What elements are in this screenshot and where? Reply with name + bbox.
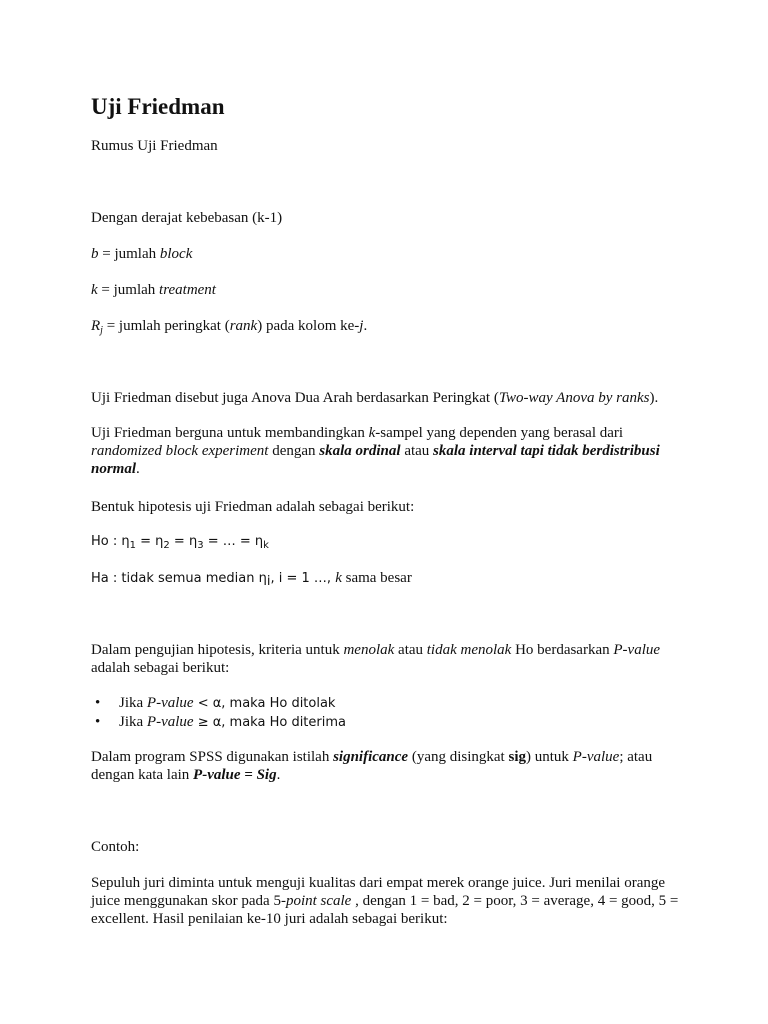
term: P-value = Sig xyxy=(193,767,277,783)
term: skala ordinal xyxy=(319,443,401,459)
text: adalah sebagai berikut: xyxy=(91,660,230,676)
list-item xyxy=(91,694,346,713)
sym: R xyxy=(91,318,101,334)
text: atau xyxy=(400,443,434,459)
k: k xyxy=(335,570,342,586)
sepuluh-paragraph xyxy=(91,874,681,928)
list-item xyxy=(91,713,346,732)
text: , i = 1 …, xyxy=(270,571,336,586)
sub: 3 xyxy=(197,540,204,551)
text: , dengan 1 = bad, 2 = poor, 3 = average, 4 = good, 5 = excellent. Hasil penilaian ke-10 juri adalah sebagai berikut: xyxy=(91,893,679,927)
page-title: Uji Friedman xyxy=(91,94,225,119)
term: P-value xyxy=(613,642,661,658)
term: Two-way Anova by ranks xyxy=(498,390,650,406)
text: sama besar xyxy=(341,570,412,586)
sub: j xyxy=(100,325,103,336)
text: Dalam program SPSS digunakan istilah xyxy=(91,749,334,765)
term: P-value xyxy=(146,714,194,730)
def-k xyxy=(91,281,681,299)
text: Sepuluh juri diminta untuk menguji kualitas dari empat merek orange juice. Juri menilai orange juice menggunakan skor pada 5- xyxy=(91,875,666,909)
hypothesis-ho xyxy=(91,533,681,551)
term: treatment xyxy=(159,282,216,298)
text: . xyxy=(276,767,281,783)
sub: 1 xyxy=(129,540,136,551)
text: Jika xyxy=(119,695,147,711)
text: . xyxy=(136,461,140,477)
term: randomized block experiment xyxy=(91,443,269,459)
text: (yang disingkat xyxy=(408,749,509,765)
contoh-label: Contoh: xyxy=(91,839,140,855)
term: tidak menolak xyxy=(426,642,512,658)
criteria-list xyxy=(91,694,346,732)
text: ). xyxy=(649,390,659,406)
text: Uji Friedman disebut juga Anova Dua Arah berdasarkan Peringkat ( xyxy=(91,390,499,406)
term: P-value xyxy=(572,749,620,765)
anova-paragraph xyxy=(91,389,681,407)
bentuk-text: Bentuk hipotesis uji Friedman adalah sebagai berikut: xyxy=(91,499,415,515)
sym: k xyxy=(91,282,98,298)
term: block xyxy=(159,246,193,262)
term: skala interval tapi tidak berdistribusi normal xyxy=(91,443,660,477)
text: ≥ α, maka Ho diterima xyxy=(193,715,346,730)
text: = η xyxy=(169,534,198,549)
term: menolak xyxy=(343,642,395,658)
text: = η xyxy=(136,534,164,549)
text: Jika xyxy=(119,714,147,730)
subtitle-rumus: Rumus Uji Friedman xyxy=(91,138,218,154)
derajat-text: Dengan derajat kebebasan (k-1) xyxy=(91,210,283,226)
j: j xyxy=(359,318,364,334)
text: Dalam pengujian hipotesis, kriteria untuk xyxy=(91,642,344,658)
def-rj xyxy=(91,317,681,335)
sub: k xyxy=(263,540,269,551)
text: = jumlah xyxy=(97,282,160,298)
text: Ho berdasarkan xyxy=(511,642,614,658)
text: Ha : tidak semua median η xyxy=(91,571,267,586)
spss-paragraph xyxy=(91,748,681,784)
sub: 2 xyxy=(163,540,170,551)
text: Ho : η xyxy=(91,534,130,549)
text: ) untuk xyxy=(526,749,573,765)
text: . xyxy=(363,318,368,334)
hypothesis-ha xyxy=(91,569,681,588)
guna-paragraph xyxy=(91,424,681,478)
sym: b xyxy=(91,246,99,262)
text: -sampel yang dependen yang berasal dari xyxy=(375,425,624,441)
text: dengan xyxy=(268,443,320,459)
sub: i xyxy=(266,574,271,589)
k: k xyxy=(368,425,376,441)
text: = jumlah peringkat ( xyxy=(102,318,230,334)
kriteria-paragraph xyxy=(91,641,681,677)
def-b xyxy=(91,245,681,263)
text: Uji Friedman berguna untuk membandingkan xyxy=(91,425,369,441)
text: < α, maka Ho ditolak xyxy=(193,696,336,711)
text: atau xyxy=(394,642,427,658)
text: ) pada kolom ke- xyxy=(257,318,360,334)
text: = jumlah xyxy=(98,246,160,262)
term: P-value xyxy=(146,695,194,711)
term: point scale xyxy=(285,893,352,909)
term: rank xyxy=(229,318,258,334)
term: significance xyxy=(333,749,409,765)
text: ; atau dengan kata lain xyxy=(91,749,653,783)
text: = … = η xyxy=(203,534,264,549)
term: sig xyxy=(508,749,526,765)
